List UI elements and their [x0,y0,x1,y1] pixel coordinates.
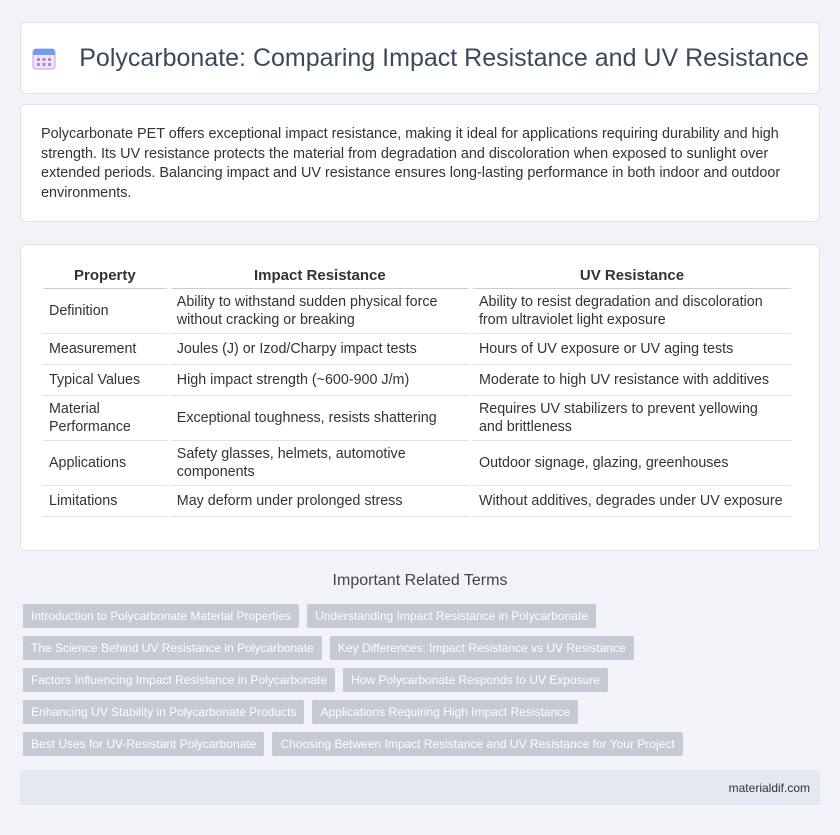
related-term-link[interactable]: Enhancing UV Stability in Polycarbonate Products [23,700,304,724]
table-cell: Joules (J) or Izod/Charpy impact tests [171,334,469,365]
page-header [20,22,820,94]
table-cell: May deform under prolonged stress [171,486,469,517]
table-cell: Material Performance [43,396,167,441]
comparison-table [39,263,795,517]
table-cell: Hours of UV exposure or UV aging tests [473,334,791,365]
intro-text: Polycarbonate PET offers exceptional impact resistance, making it ideal for applications requiring durability and high strength. Its UV resistance protects the material from degradation and discoloration when exposed to sunlight over extended periods. Balancing impact and UV resistance ensures long-lasting performance in both indoor and outdoor environments. [41,126,781,201]
table-row [43,289,791,334]
table-cell: Typical Values [43,365,167,396]
table-cell: Ability to resist degradation and discoloration from ultraviolet light exposure [473,289,791,334]
table-cell: Outdoor signage, glazing, greenhouses [473,441,791,486]
table-cell: Limitations [43,486,167,517]
related-term-link[interactable]: Choosing Between Impact Resistance and UV Resistance for Your Project [272,732,682,756]
table-cell: Safety glasses, helmets, automotive components [171,441,469,486]
related-term-link[interactable]: How Polycarbonate Responds to UV Exposure [343,668,608,692]
related-term-link[interactable]: Factors Influencing Impact Resistance in Polycarbonate [23,668,335,692]
table-cell: Exceptional toughness, resists shattering [171,396,469,441]
related-term-link[interactable]: Key Differences: Impact Resistance vs UV Resistance [330,636,634,660]
related-term-link[interactable]: Introduction to Polycarbonate Material Properties [23,604,299,628]
table-row [43,486,791,517]
related-term-link[interactable]: Understanding Impact Resistance in Polycarbonate [307,604,596,628]
column-header: UV Resistance [473,263,791,289]
related-terms-title: Important Related Terms [332,572,508,589]
table-row [43,441,791,486]
table-row [43,334,791,365]
table-cell: High impact strength (~600-900 J/m) [171,365,469,396]
table-cell: Applications [43,441,167,486]
comparison-table-card [20,244,820,551]
table-cell: Measurement [43,334,167,365]
table-cell: Without additives, degrades under UV exposure [473,486,791,517]
table-header-row [43,263,791,289]
intro-card [20,104,820,222]
related-term-link[interactable]: The Science Behind UV Resistance in Polycarbonate [23,636,322,660]
page-title: Polycarbonate: Comparing Impact Resistance and UV Resistance [79,43,809,72]
table-row [43,396,791,441]
table-row [43,365,791,396]
column-header: Property [43,263,167,289]
calendar-icon [31,45,57,71]
related-term-link[interactable]: Applications Requiring High Impact Resistance [312,700,577,724]
page-footer [20,770,820,805]
table-cell: Requires UV stabilizers to prevent yellowing and brittleness [473,396,791,441]
related-term-link[interactable]: Best Uses for UV-Resistant Polycarbonate [23,732,264,756]
table-cell: Moderate to high UV resistance with additives [473,365,791,396]
footer-site-link[interactable]: materialdif.com [728,781,810,795]
table-cell: Ability to withstand sudden physical force without cracking or breaking [171,289,469,334]
table-cell: Definition [43,289,167,334]
column-header: Impact Resistance [171,263,469,289]
related-terms-list [23,604,823,764]
